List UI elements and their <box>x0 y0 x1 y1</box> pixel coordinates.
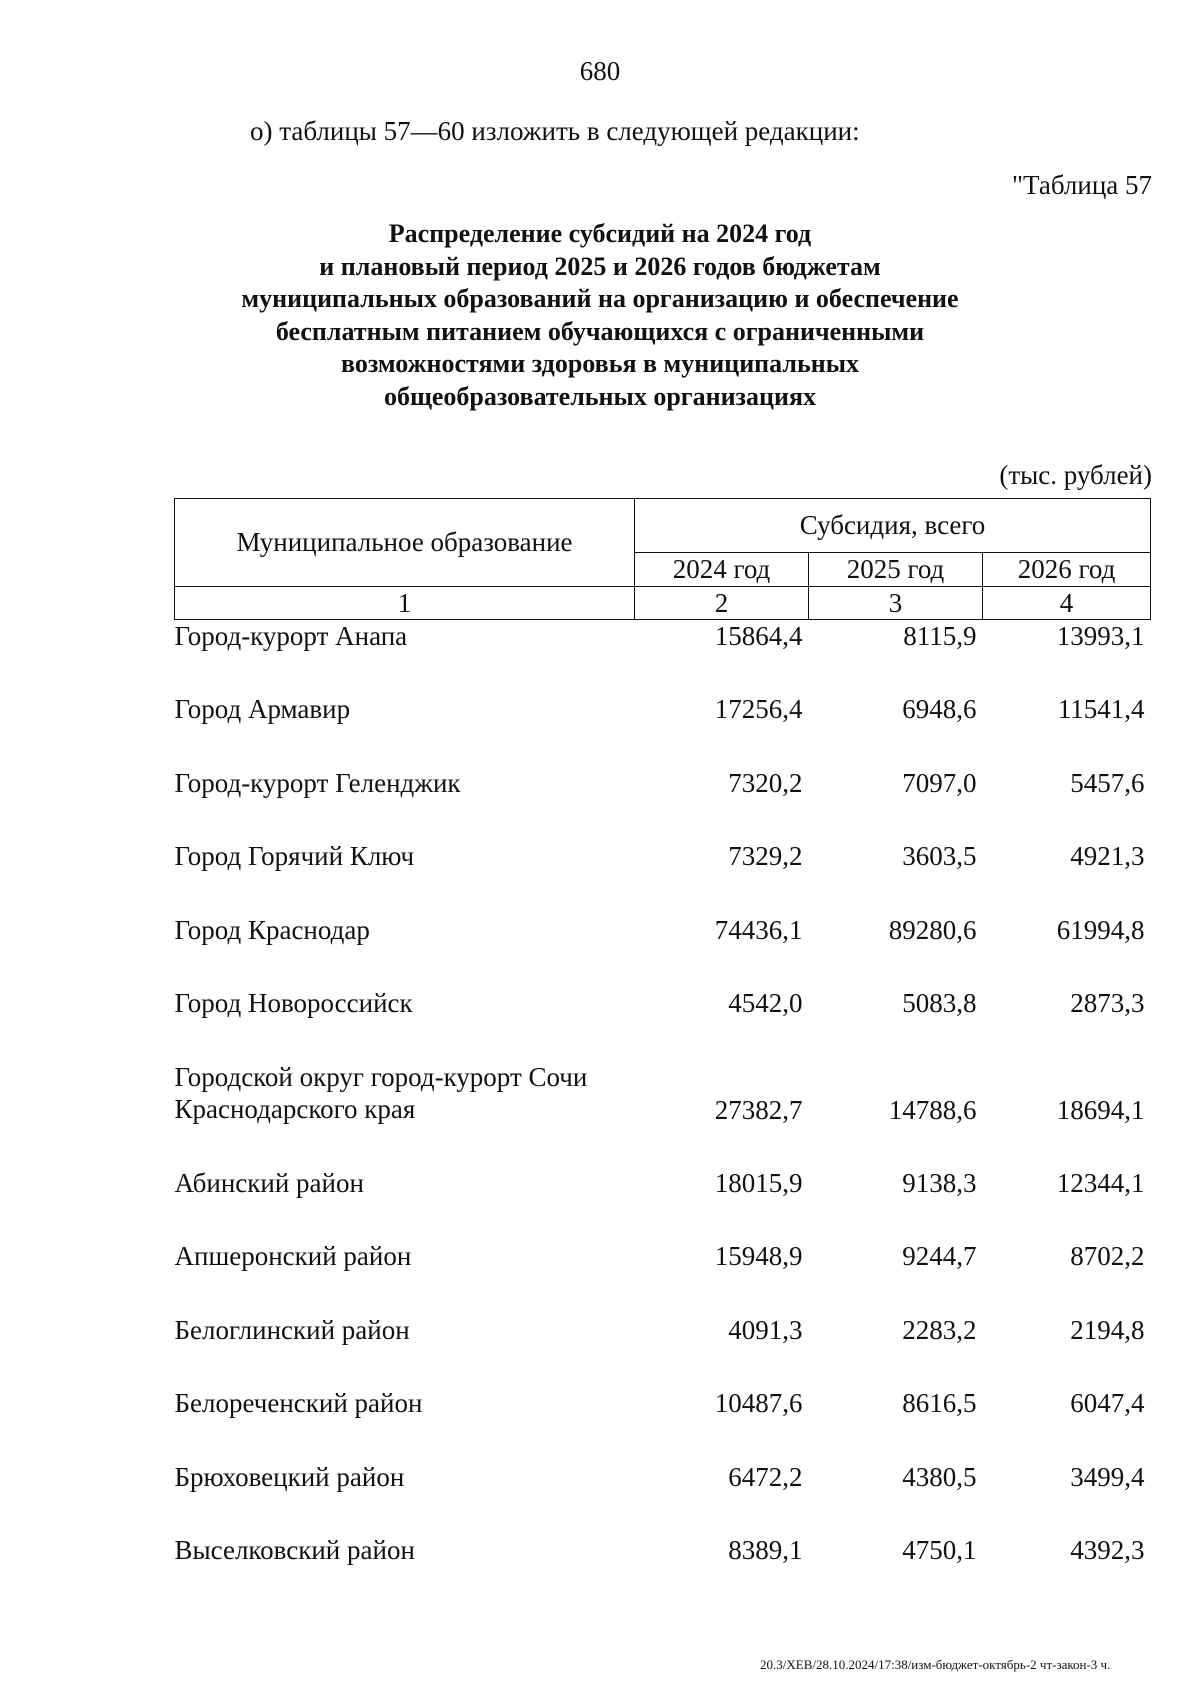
value-2026: 12344,1 <box>1056 1167 1145 1198</box>
municipality-name: Апшеронский район <box>174 1241 412 1271</box>
table-row <box>175 1314 1151 1388</box>
value-2026: 2873,3 <box>1070 988 1145 1018</box>
table-row <box>175 767 1151 841</box>
value-2024: 15948,9 <box>714 1241 803 1271</box>
value-2024: 15864,4 <box>714 621 803 651</box>
value-2025: 89280,6 <box>888 914 977 945</box>
document-title <box>0 218 1200 413</box>
municipality-name: Город Армавир <box>174 694 351 724</box>
value-2024: 6472,2 <box>728 1461 803 1492</box>
municipality-name: Белореченский район <box>174 1388 423 1418</box>
table-row <box>175 1061 1151 1167</box>
unit-label: (тыс. рублей) <box>999 460 1152 490</box>
table-row <box>175 1461 1151 1535</box>
subsidy-table <box>174 498 1151 1608</box>
table-row <box>175 840 1151 914</box>
value-2024: 18015,9 <box>714 1167 803 1198</box>
title-line: Распределение субсидий на 2024 год <box>388 219 812 248</box>
title-line: возможностями здоровья в муниципальных <box>340 349 860 378</box>
value-2024: 10487,6 <box>714 1388 803 1418</box>
table-row <box>175 620 1151 694</box>
value-2026: 8702,2 <box>1070 1241 1145 1271</box>
value-2025: 5083,8 <box>902 988 977 1018</box>
column-number: 3 <box>809 587 983 620</box>
table-body <box>175 620 1151 1608</box>
title-line: муниципальных образований на организацию и обеспечение <box>241 284 959 313</box>
value-2025: 9244,7 <box>902 1241 977 1271</box>
header-municipality: Муниципальное образование <box>175 499 635 587</box>
value-2025: 6948,6 <box>902 694 977 724</box>
column-number: 4 <box>983 587 1151 620</box>
municipality-name: Выселковский район <box>174 1535 415 1565</box>
value-2024: 4542,0 <box>728 988 803 1018</box>
value-2024: 17256,4 <box>714 694 803 724</box>
value-2026: 18694,1 <box>1056 1094 1145 1125</box>
municipality-name-line: Городской округ город-курорт Сочи <box>174 1061 588 1092</box>
value-2025: 14788,6 <box>888 1094 977 1125</box>
value-2024: 4091,3 <box>728 1314 803 1345</box>
table-caption: "Таблица 57 <box>1012 170 1152 200</box>
header-year-2025: 2025 год <box>809 553 983 587</box>
municipality-name <box>175 1061 635 1167</box>
municipality-name: Город Краснодар <box>174 914 370 945</box>
page-number: 680 <box>579 56 621 86</box>
value-2025: 7097,0 <box>902 767 977 798</box>
header-year-2024: 2024 год <box>635 553 809 587</box>
value-2026: 3499,4 <box>1070 1461 1145 1492</box>
municipality-name: Брюховецкий район <box>174 1461 405 1492</box>
municipality-name: Город Горячий Ключ <box>174 841 415 871</box>
column-number: 2 <box>635 587 809 620</box>
value-2025: 3603,5 <box>902 841 977 871</box>
municipality-name: Город Новороссийск <box>174 988 413 1018</box>
value-2026: 11541,4 <box>1057 694 1145 724</box>
municipality-name: Белоглинский район <box>174 1314 410 1345</box>
value-2024: 27382,7 <box>714 1094 803 1125</box>
value-2025: 2283,2 <box>902 1314 977 1345</box>
value-2024: 7329,2 <box>728 841 803 871</box>
table-row <box>175 1167 1151 1241</box>
column-number: 1 <box>175 587 635 620</box>
value-2026: 5457,6 <box>1070 767 1145 798</box>
table-row <box>175 987 1151 1061</box>
footer-document-id: 20.3/ХЕВ/28.10.2024/17:38/изм-бюджет-октябрь-2 чт-закон-3 ч. <box>760 1657 1111 1672</box>
table-row <box>175 1387 1151 1461</box>
header-subsidy-total: Субсидия, всего <box>635 499 1151 553</box>
value-2024: 74436,1 <box>714 914 803 945</box>
municipality-name: Город-курорт Геленджик <box>174 767 461 798</box>
table-row <box>175 1240 1151 1314</box>
header-year-2026: 2026 год <box>983 553 1151 587</box>
title-line: и плановый период 2025 и 2026 годов бюджетам <box>319 251 881 281</box>
title-line: бесплатным питанием обучающихся с ограниченными <box>275 316 925 346</box>
table-row <box>175 1534 1151 1608</box>
value-2025: 4750,1 <box>902 1535 977 1565</box>
table-header <box>175 499 1151 620</box>
value-2025: 8616,5 <box>902 1388 977 1418</box>
value-2026: 6047,4 <box>1070 1388 1145 1418</box>
municipality-name-line: Краснодарского края <box>174 1093 416 1124</box>
value-2026: 61994,8 <box>1056 914 1145 945</box>
value-2026: 4921,3 <box>1070 841 1145 871</box>
value-2026: 2194,8 <box>1070 1314 1145 1345</box>
value-2025: 9138,3 <box>902 1167 977 1198</box>
value-2024: 7320,2 <box>728 767 803 798</box>
value-2025: 4380,5 <box>902 1461 977 1492</box>
value-2026: 4392,3 <box>1070 1535 1145 1565</box>
value-2026: 13993,1 <box>1056 621 1145 651</box>
value-2025: 8115,9 <box>903 621 977 651</box>
table-row <box>175 693 1151 767</box>
municipality-name: Город-курорт Анапа <box>174 621 408 651</box>
municipality-name: Абинский район <box>174 1167 364 1198</box>
intro-text: о) таблицы 57—60 изложить в следующей редакции: <box>250 116 860 146</box>
title-line: общеобразовательных организациях <box>383 381 817 411</box>
value-2024: 8389,1 <box>728 1535 803 1565</box>
table-row <box>175 914 1151 988</box>
